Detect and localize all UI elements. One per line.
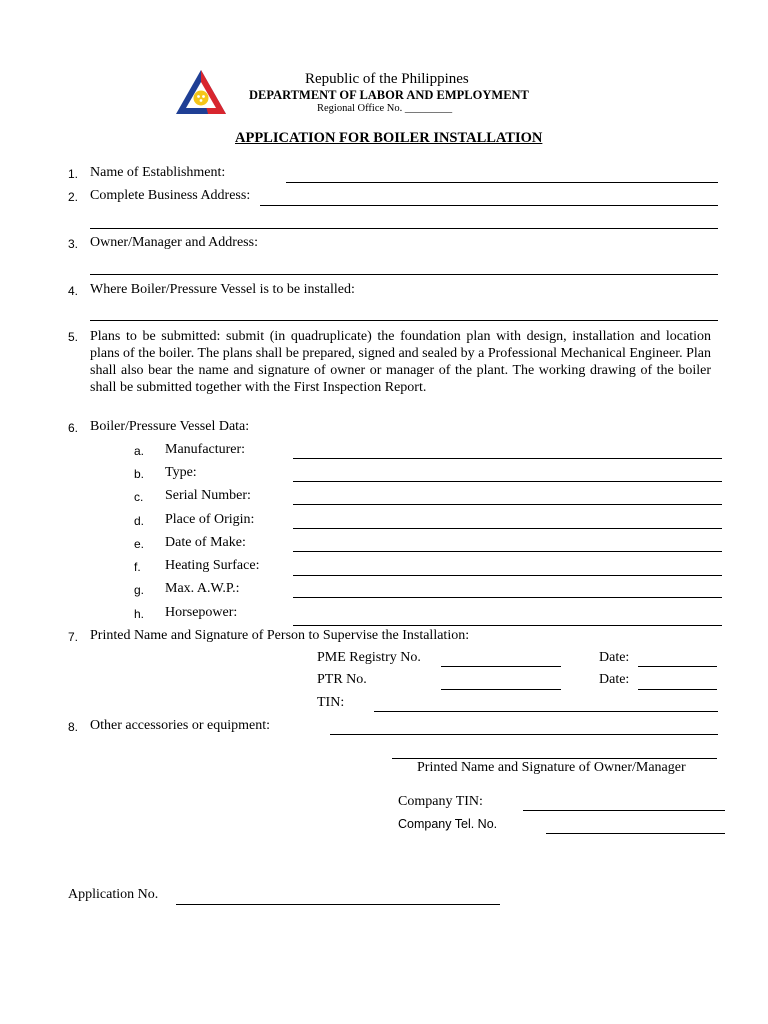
date-of-make-label: Date of Make: bbox=[165, 535, 246, 550]
date-of-make-field[interactable] bbox=[293, 551, 722, 552]
sub-item-letter: f. bbox=[134, 560, 141, 574]
serial-number-field[interactable] bbox=[293, 504, 722, 505]
establishment-name-label: Name of Establishment: bbox=[90, 165, 226, 180]
item-number: 8. bbox=[68, 720, 79, 734]
company-tel-field[interactable] bbox=[546, 833, 725, 834]
pme-registry-label: PME Registry No. bbox=[317, 650, 421, 665]
tin-field[interactable] bbox=[374, 711, 718, 712]
dole-logo bbox=[174, 68, 228, 116]
place-of-origin-label: Place of Origin: bbox=[165, 512, 255, 527]
manufacturer-field[interactable] bbox=[293, 458, 722, 459]
sub-item-letter: g. bbox=[134, 583, 145, 597]
owner-signature-field[interactable] bbox=[392, 758, 717, 759]
ptr-field[interactable] bbox=[441, 689, 561, 690]
item-number: 1. bbox=[68, 167, 79, 181]
sub-item-letter: b. bbox=[134, 467, 145, 481]
install-location-label: Where Boiler/Pressure Vessel is to be installed: bbox=[90, 282, 355, 297]
application-no-field[interactable] bbox=[176, 904, 500, 905]
heating-surface-label: Heating Surface: bbox=[165, 558, 260, 573]
supervisor-label: Printed Name and Signature of Person to Supervise the Installation: bbox=[90, 628, 470, 643]
plans-instructions: Plans to be submitted: submit (in quadruplicate) the foundation plan with design, installation and location plans of the boiler. The plans shall be prepared, signed and sealed by a Professional Mechanical Engineer. Plan shall also bear the name and signature of owner or manager of the plant. The working drawing of the boiler shall be submitted together with the First Inspection Report. bbox=[90, 329, 712, 395]
department-heading: DEPARTMENT OF LABOR AND EMPLOYMENT bbox=[249, 88, 529, 102]
sub-item-letter: e. bbox=[134, 537, 145, 551]
type-label: Type: bbox=[165, 465, 197, 480]
item-number: 7. bbox=[68, 630, 79, 644]
business-address-field[interactable] bbox=[260, 205, 718, 206]
sub-item-letter: d. bbox=[134, 514, 145, 528]
owner-signature-label: Printed Name and Signature of Owner/Manager bbox=[417, 760, 686, 775]
max-awp-field[interactable] bbox=[293, 597, 722, 598]
country-heading: Republic of the Philippines bbox=[305, 71, 469, 87]
vessel-data-label: Boiler/Pressure Vessel Data: bbox=[90, 419, 250, 434]
type-field[interactable] bbox=[293, 481, 722, 482]
horsepower-field[interactable] bbox=[293, 625, 722, 626]
place-of-origin-field[interactable] bbox=[293, 528, 722, 529]
owner-manager-label: Owner/Manager and Address: bbox=[90, 235, 258, 250]
manufacturer-label: Manufacturer: bbox=[165, 442, 246, 457]
serial-number-label: Serial Number: bbox=[165, 488, 251, 503]
pme-date-label: Date: bbox=[599, 650, 630, 665]
business-address-label: Complete Business Address: bbox=[90, 188, 251, 203]
company-tin-label: Company TIN: bbox=[398, 794, 483, 809]
business-address-field-2[interactable] bbox=[90, 228, 718, 229]
owner-manager-field[interactable] bbox=[90, 274, 718, 275]
ptr-date-label: Date: bbox=[599, 672, 630, 687]
item-number: 3. bbox=[68, 237, 79, 251]
sub-item-letter: h. bbox=[134, 607, 145, 621]
ptr-date-field[interactable] bbox=[638, 689, 717, 690]
install-location-field[interactable] bbox=[90, 320, 718, 321]
horsepower-label: Horsepower: bbox=[165, 605, 238, 620]
accessories-field[interactable] bbox=[330, 734, 718, 735]
max-awp-label: Max. A.W.P.: bbox=[165, 581, 240, 596]
establishment-name-field[interactable] bbox=[286, 182, 718, 183]
item-number: 6. bbox=[68, 421, 79, 435]
regional-office-line: Regional Office No. _________ bbox=[317, 103, 453, 114]
heating-surface-field[interactable] bbox=[293, 575, 722, 576]
tin-label: TIN: bbox=[317, 695, 345, 710]
sub-item-letter: c. bbox=[134, 490, 144, 504]
sub-item-letter: a. bbox=[134, 444, 145, 458]
item-number: 2. bbox=[68, 190, 79, 204]
pme-date-field[interactable] bbox=[638, 666, 717, 667]
accessories-label: Other accessories or equipment: bbox=[90, 718, 270, 733]
pme-registry-field[interactable] bbox=[441, 666, 561, 667]
item-number: 4. bbox=[68, 284, 79, 298]
company-tel-label: Company Tel. No. bbox=[398, 817, 498, 831]
company-tin-field[interactable] bbox=[523, 810, 725, 811]
item-number: 5. bbox=[68, 330, 79, 344]
ptr-label: PTR No. bbox=[317, 672, 367, 687]
form-title: APPLICATION FOR BOILER INSTALLATION bbox=[235, 130, 543, 146]
application-no-label: Application No. bbox=[68, 887, 159, 902]
